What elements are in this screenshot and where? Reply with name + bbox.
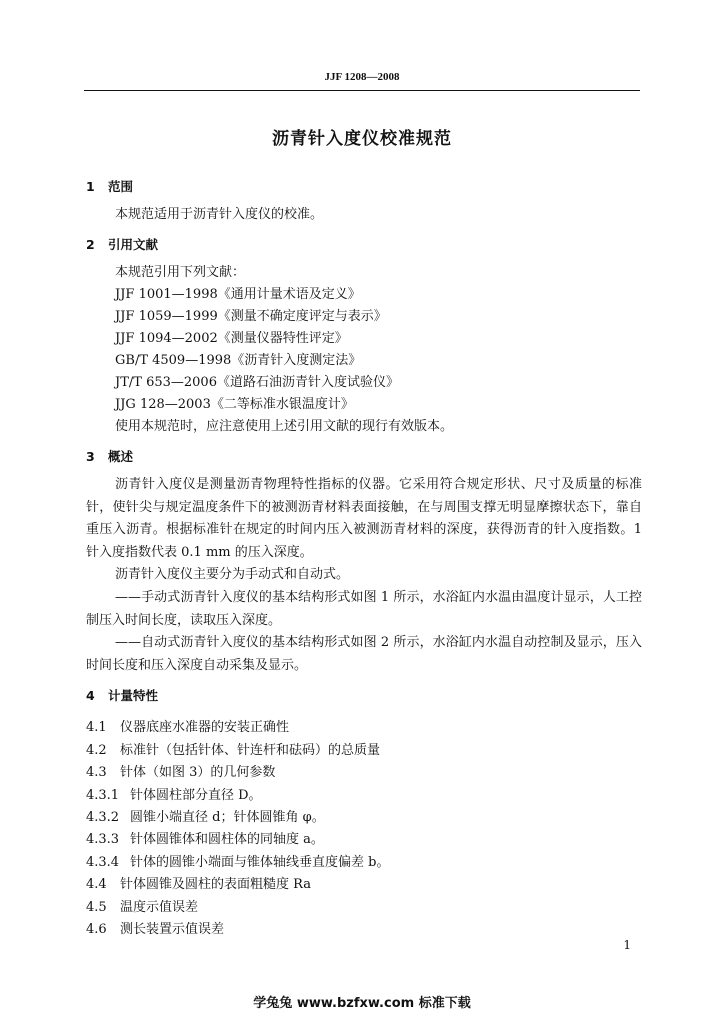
section-1-text: 本规范适用于沥青针入度仪的校准。 xyxy=(115,207,324,222)
item-text: 仪器底座水准器的安装正确性 xyxy=(120,720,290,736)
item-number: 4.2 xyxy=(86,742,107,758)
item-number: 4.4 xyxy=(86,877,107,893)
characteristic-subitem xyxy=(86,807,642,829)
reference-item: JJF 1094—2002《测量仪器特性评定》 xyxy=(115,331,348,346)
section-number: 4 xyxy=(86,688,95,704)
reference-note: 使用本规范时，应注意使用上述引用文献的现行有效版本。 xyxy=(115,419,454,434)
section-title: 计量特性 xyxy=(108,688,159,704)
overview-paragraph: 沥青针入度仪是测量沥青物理特性指标的仪器。它采用符合规定形状、尺寸及质量的标准针，使针尖与规定温度条件下的被测沥青材料表面接触，在与周围支撑无明显摩擦状态下，靠自重压入沥青。根据标准针在规定的时间内压入被测沥青材料的深度，获得沥青的针入度指数。1 针入度指数代表 0.1 mm 的压入深度。 xyxy=(86,477,642,560)
reference-item: GB/T 4509—1998《沥青针入度测定法》 xyxy=(115,353,362,368)
section-number: 2 xyxy=(86,237,95,252)
section-number: 1 xyxy=(86,179,95,194)
characteristic-subitem xyxy=(86,852,642,874)
item-text: 针体（如图 3）的几何参数 xyxy=(120,765,276,781)
characteristic-item xyxy=(86,919,642,941)
item-number: 4.3.4 xyxy=(86,854,120,870)
overview-paragraph: ——手动式沥青针入度仪的基本结构形式如图 1 所示，水浴缸内水温由温度计显示，人工控制压入时间长度，读取压入深度。 xyxy=(86,589,642,628)
item-text: 针体圆柱部分直径 D。 xyxy=(130,787,262,803)
characteristic-item xyxy=(86,874,642,896)
item-number: 4.5 xyxy=(86,899,107,915)
reference-item: JT/T 653—2006《道路石油沥青针入度试验仪》 xyxy=(115,375,399,390)
section-2-heading xyxy=(86,234,642,256)
page-number: 1 xyxy=(623,938,631,952)
item-text: 圆锥小端直径 d；针体圆锥角 φ。 xyxy=(130,809,325,825)
characteristic-item xyxy=(86,717,642,739)
item-text: 针体的圆锥小端面与锥体轴线垂直度偏差 b。 xyxy=(130,854,390,870)
document-body xyxy=(86,176,642,941)
characteristic-item xyxy=(86,897,642,919)
characteristic-subitem xyxy=(86,785,642,807)
reference-item: JJG 128—2003《二等标准水银温度计》 xyxy=(115,397,354,412)
item-number: 4.6 xyxy=(86,922,107,937)
overview-paragraph: ——自动式沥青针入度仪的基本结构形式如图 2 所示，水浴缸内水温自动控制及显示，压入时间长度和压入深度自动采集及显示。 xyxy=(86,635,642,673)
item-number: 4.3.1 xyxy=(86,787,120,803)
item-number: 4.3.3 xyxy=(86,832,120,848)
item-text: 针体圆锥及圆柱的表面粗糙度 Ra xyxy=(120,877,311,893)
reference-intro: 本规范引用下列文献： xyxy=(115,265,246,280)
item-text: 温度示值误差 xyxy=(120,899,199,915)
header-standard-code: JJF 1208—2008 xyxy=(324,71,400,83)
item-text: 标准针（包括针体、针连杆和砝码）的总质量 xyxy=(120,742,381,758)
document-title: 沥青针入度仪校准规范 xyxy=(272,129,452,149)
header-rule xyxy=(84,90,640,91)
item-text: 针体圆锥体和圆柱体的同轴度 a。 xyxy=(130,832,324,848)
reference-item: JJF 1059—1999《测量不确定度评定与表示》 xyxy=(115,309,387,324)
section-title: 范围 xyxy=(108,179,134,194)
section-number: 3 xyxy=(86,449,95,464)
section-3-heading xyxy=(86,446,642,468)
item-number: 4.3 xyxy=(86,765,107,781)
overview-paragraph: 沥青针入度仪主要分为手动式和自动式。 xyxy=(115,567,350,583)
section-title: 概述 xyxy=(108,449,134,464)
item-number: 4.1 xyxy=(86,720,107,736)
section-4-heading xyxy=(86,685,642,707)
characteristic-item xyxy=(86,762,642,784)
section-title: 引用文献 xyxy=(108,237,159,252)
footer-watermark-link[interactable]: 学兔兔 www.bzfxw.com 标准下载 xyxy=(253,996,471,1011)
item-text: 测长装置示值误差 xyxy=(120,922,225,937)
reference-item: JJF 1001—1998《通用计量术语及定义》 xyxy=(115,287,361,302)
characteristic-subitem xyxy=(86,829,642,851)
characteristic-item xyxy=(86,740,642,762)
item-number: 4.3.2 xyxy=(86,809,120,825)
section-1-heading xyxy=(86,176,642,198)
